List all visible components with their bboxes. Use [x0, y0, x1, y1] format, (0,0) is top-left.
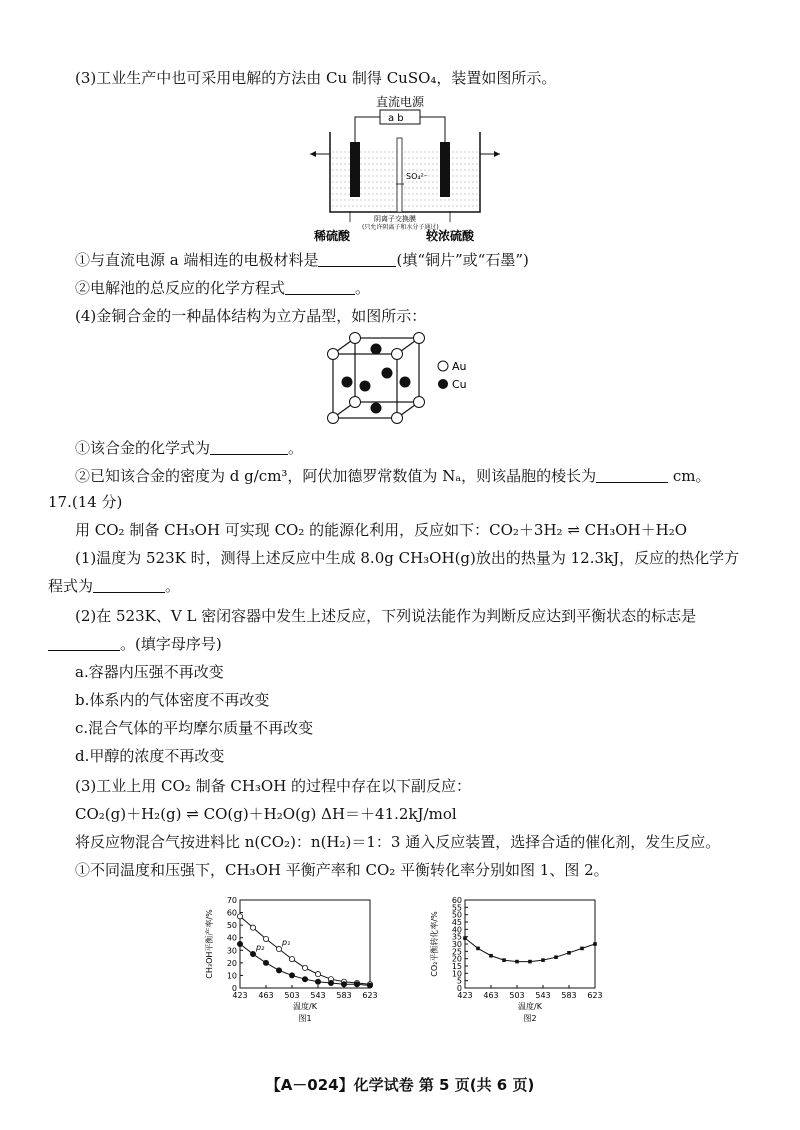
data-point [554, 955, 558, 959]
q16-part4: (4)金铜合金的一种晶体结构为立方晶型，如图所示： [75, 307, 427, 325]
series-label: p₂ [256, 943, 265, 953]
arrow-right-icon [494, 151, 500, 157]
x-tick-label: 583 [561, 991, 577, 1000]
power-label: 直流电源 [376, 95, 425, 109]
arrow-left-icon [310, 151, 316, 157]
q17-feed-ratio: 将反应物混合气按进料比 n(CO₂)：n(H₂)＝1：3 通入反应装置，选择合适的催化剂，发生反应。 [75, 833, 721, 851]
q16-subq4: ②已知该合金的密度为 d g/cm³，阿伏加德罗常数值为 Nₐ，则该晶胞的棱长为 cm。 [75, 467, 711, 485]
y-tick-label: 0 [231, 984, 237, 993]
data-point [476, 947, 480, 951]
data-point [237, 914, 242, 919]
answer-blank-4[interactable] [596, 467, 668, 483]
data-point [263, 960, 268, 965]
data-point [302, 977, 307, 982]
y-tick-label: 30 [226, 946, 237, 956]
q16-subq3: ①该合金的化学式为 。 [75, 439, 304, 457]
data-point [341, 982, 346, 987]
x-tick-label: 503 [509, 991, 525, 1000]
data-point [354, 982, 359, 987]
data-point [541, 958, 545, 962]
cu-legend-label: Cu [452, 378, 467, 391]
data-point [593, 942, 597, 946]
x-tick-label: 503 [284, 991, 300, 1000]
data-point [302, 965, 307, 970]
x-tick-label: 423 [232, 991, 248, 1000]
q17-intro: 用 CO₂ 制备 CH₃OH 可实现 CO₂ 的能源化利用，反应如下：CO₂＋3H₂ ⇌ CH₃OH＋H₂O [75, 521, 688, 539]
membrane [397, 138, 402, 212]
q17-option-c: c.混合气体的平均摩尔质量不再改变 [75, 719, 314, 737]
y-tick-label: 10 [451, 969, 462, 979]
answer-blank-3[interactable] [210, 439, 288, 455]
q17-heading: 17.(14 分) [48, 493, 123, 511]
chart-title: 图1 [298, 1014, 312, 1023]
data-point [250, 925, 255, 930]
data-point [250, 951, 255, 956]
data-point [580, 947, 584, 951]
series-line [465, 938, 595, 961]
cu-legend-icon [438, 379, 448, 389]
y-tick-label: 30 [451, 940, 462, 949]
y-tick-label: 15 [451, 962, 462, 971]
y-tick-label: 45 [451, 918, 462, 927]
data-point [367, 983, 372, 988]
q17-part1-cont: 程式为 。 [48, 577, 181, 595]
chart-fig1 [200, 888, 390, 1038]
q17-side-reaction: CO₂(g)＋H₂(g) ⇌ CO(g)＋H₂O(g) ΔH＝＋41.2kJ/mol [75, 805, 457, 823]
left-acid-label: 稀硫酸 [314, 229, 351, 242]
q17-option-a: a.容器内压强不再改变 [75, 663, 224, 681]
data-point [489, 954, 493, 958]
y-tick-label: 55 [451, 903, 462, 913]
y-tick-label: 70 [226, 896, 237, 905]
chart-fig2 [425, 888, 615, 1038]
q17-option-d: d.甲醇的浓度不再改变 [75, 747, 225, 765]
electrolysis-figure [310, 92, 500, 242]
membrane-note: (只允许阴离子和水分子通过) [362, 224, 439, 231]
data-point [276, 946, 281, 951]
page-footer: 【A－024】化学试卷 第 5 页(共 6 页) [265, 1076, 535, 1094]
plot-frame [465, 900, 595, 988]
data-point [289, 973, 294, 978]
y-tick-label: 20 [226, 958, 237, 968]
y-tick-label: 40 [451, 925, 462, 935]
y-tick-label: 60 [451, 896, 462, 905]
membrane-label: 阴离子交换膜 [374, 215, 416, 223]
data-point [289, 956, 294, 961]
answer-blank-5[interactable] [93, 577, 165, 593]
y-tick-label: 40 [226, 933, 237, 943]
q17-part2: (2)在 523K、V L 密闭容器中发生上述反应，下列说法能作为判断反应达到平衡状态的标志是 [75, 607, 697, 625]
series-label: p₁ [282, 938, 291, 948]
x-tick-label: 463 [483, 991, 499, 1000]
data-point [463, 936, 467, 940]
y-tick-label: 60 [226, 908, 237, 918]
data-point [567, 951, 571, 955]
y-tick-label: 10 [226, 971, 237, 981]
au-legend-icon [438, 361, 448, 371]
x-tick-label: 543 [310, 991, 326, 1000]
q17-part1: (1)温度为 523K 时，测得上述反应中生成 8.0g CH₃OH(g)放出的热量为 12.3kJ，反应的热化学方 [75, 549, 740, 567]
y-axis-label: CH₃OH平衡产率/% [205, 909, 214, 979]
y-tick-label: 25 [451, 947, 462, 957]
q17-part2-cont: 。(填字母序号) [48, 634, 222, 654]
data-point [502, 958, 506, 962]
x-tick-label: 543 [535, 991, 551, 1000]
y-tick-label: 35 [451, 932, 462, 942]
q16-subq1: ①与直流电源 a 端相连的电极材料是 (填“铜片”或“石墨”) [75, 251, 529, 269]
data-point [263, 936, 268, 941]
data-point [328, 980, 333, 985]
x-axis-label: 温度/K [293, 1002, 317, 1011]
q17-part3: (3)工业上用 CO₂ 制备 CH₃OH 的过程中存在以下副反应： [75, 777, 472, 795]
y-tick-label: 5 [456, 976, 462, 986]
y-tick-label: 50 [226, 921, 237, 931]
answer-blank-1[interactable] [318, 251, 396, 267]
x-tick-label: 623 [587, 991, 603, 1000]
y-axis-label: CO₂平衡转化率/% [430, 911, 439, 977]
answer-blank-2[interactable] [285, 279, 355, 295]
x-tick-label: 423 [457, 991, 473, 1000]
data-point [528, 960, 532, 964]
data-point [237, 941, 242, 946]
chart-title: 图2 [523, 1014, 537, 1023]
x-tick-label: 623 [362, 991, 378, 1000]
sulfate-ion-label: SO₄²⁻ [406, 172, 429, 181]
data-point [315, 972, 320, 977]
y-tick-label: 50 [451, 910, 462, 920]
data-point [276, 968, 281, 973]
q16-subq2: ②电解池的总反应的化学方程式 。 [75, 279, 371, 297]
q16-part3: (3)工业生产中也可采用电解的方法由 Cu 制得 CuSO₄，装置如图所示。 [75, 69, 557, 87]
x-axis-label: 温度/K [518, 1002, 542, 1011]
crystal-figure [325, 330, 475, 428]
y-tick-label: 0 [456, 984, 462, 993]
y-tick-label: 20 [451, 954, 462, 964]
x-tick-label: 463 [258, 991, 274, 1000]
x-tick-label: 583 [336, 991, 352, 1000]
data-point [315, 979, 320, 984]
electrode-right [440, 142, 450, 197]
power-ab-label: a b [388, 113, 404, 124]
electrode-left [350, 142, 360, 197]
answer-blank-6[interactable] [48, 635, 120, 651]
right-acid-label: 较浓硫酸 [426, 229, 475, 242]
q17-option-b: b.体系内的气体密度不再改变 [75, 691, 270, 709]
data-point [515, 960, 519, 964]
au-legend-label: Au [452, 360, 467, 373]
q17-figure-intro: ①不同温度和压强下，CH₃OH 平衡产率和 CO₂ 平衡转化率分别如图 1、图 2。 [75, 861, 609, 879]
